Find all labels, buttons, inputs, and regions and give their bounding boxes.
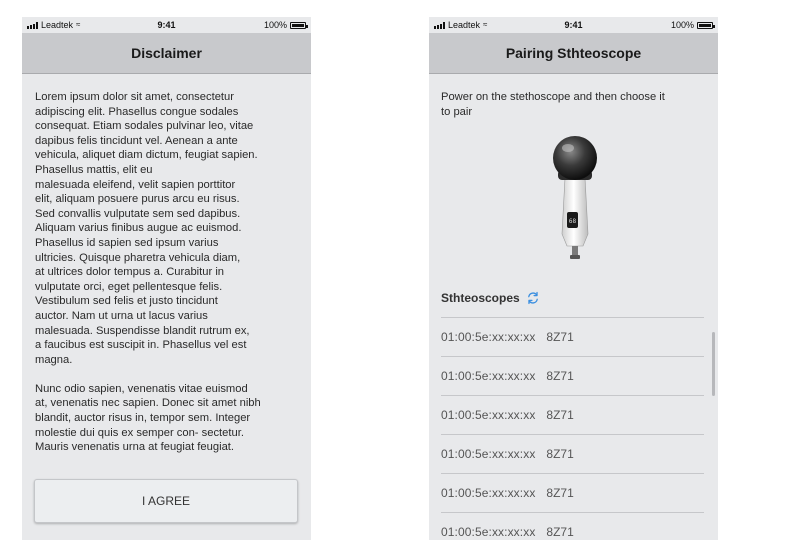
status-bar (22, 17, 311, 33)
device-screen-text: 68 (568, 218, 577, 225)
battery-percent: 100% (263, 20, 287, 30)
status-time: 9:41 (564, 20, 583, 30)
device-address: 01:00:5e:xx:xx:xx (441, 486, 536, 500)
pairing-instruction: Power on the stethoscope and then choose it to pair (441, 91, 665, 118)
status-time: 9:41 (157, 20, 176, 30)
stethoscope-image (545, 134, 605, 269)
battery-icon (697, 22, 713, 29)
disclaimer-text (35, 90, 301, 469)
device-model: 8Z71 (546, 447, 574, 461)
device-row[interactable] (441, 513, 704, 540)
nav-bar (429, 33, 718, 74)
disclaimer-paragraph-2: Nunc odio sapien, venenatis vitae euismod at, venenatis nec sapien. Donec sit amet nibh blandit, auctor risus in, tempor sem. Integer molestie dui quis ex semper con- sectetur. Mauris venenatis urna at feugiat feugiat. (35, 382, 261, 454)
device-model: 8Z71 (546, 369, 574, 383)
carrier-label: Leadtek (41, 20, 74, 30)
device-model: 8Z71 (546, 525, 574, 539)
device-address: 01:00:5e:xx:xx:xx (441, 330, 536, 344)
disclaimer-paragraph-1: Lorem ipsum dolor sit amet, consectetur adipiscing elit. Phasellus congue sodales consequat. Etiam sodales pulvinar leo, vitae dapibus felis tincidunt vel. Aenean a ante vehicula, aliquet diam dictum, feugiat sapien. Phasellus mattis, elit eu malesuada eleifend, velit sapien porttitor elit, aliquam posuere purus arcu eu risus. Sed convallis vulputate sem sed dapibus. Aliquam varius finibus augue ac euismod. Phasellus id sapien sed ipsum varius ultricies. Quisque pharetra vehicula diam, at ultrices dolor tempus a. Curabitur in vulputate orci, eget pellentesque felis. Vestibulum sed felis et justo tincidunt auctor. Nam ut urna ut lacus varius malesuada. Suspendisse blandit rutrum ex, a faucibus est suscipit in. Phasellus vel est magna. (35, 91, 258, 366)
device-row[interactable] (441, 357, 704, 396)
disclaimer-screen (22, 17, 311, 540)
wifi-icon: ≈ (483, 20, 488, 29)
device-row[interactable] (441, 396, 704, 435)
device-model: 8Z71 (546, 330, 574, 344)
wifi-icon: ≈ (76, 20, 81, 29)
battery-percent: 100% (670, 20, 694, 30)
device-row[interactable] (441, 318, 704, 357)
carrier-label: Leadtek (448, 20, 481, 30)
device-list (441, 317, 704, 540)
device-model: 8Z71 (546, 486, 574, 500)
pairing-screen (429, 17, 718, 540)
device-address: 01:00:5e:xx:xx:xx (441, 408, 536, 422)
device-list-title: Sthteoscopes (441, 291, 520, 305)
nav-bar (22, 33, 311, 74)
device-address: 01:00:5e:xx:xx:xx (441, 447, 536, 461)
status-bar (429, 17, 718, 33)
page-title: Pairing Sthteoscope (505, 45, 642, 61)
device-model: 8Z71 (546, 408, 574, 422)
page-title: Disclaimer (131, 45, 202, 61)
refresh-icon[interactable] (526, 291, 540, 305)
device-address: 01:00:5e:xx:xx:xx (441, 369, 536, 383)
device-list-header (441, 291, 540, 305)
scrollbar[interactable] (712, 332, 715, 396)
agree-button[interactable]: I AGREE (34, 479, 298, 523)
device-address: 01:00:5e:xx:xx:xx (441, 525, 536, 539)
battery-icon (290, 22, 306, 29)
device-row[interactable] (441, 435, 704, 474)
device-row[interactable] (441, 474, 704, 513)
